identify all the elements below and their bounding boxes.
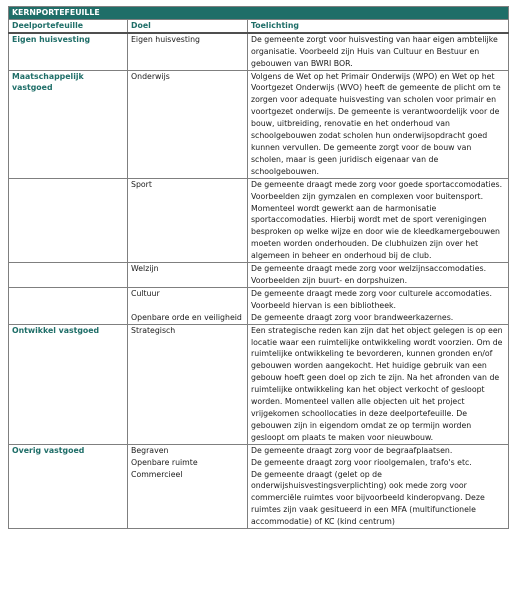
portfolio-cell: Ontwikkel vastgoed <box>9 324 128 444</box>
goal-cell: Sport <box>128 178 248 262</box>
portfolio-cell <box>9 287 128 324</box>
goal-cell: Strategisch <box>128 324 248 444</box>
table-row <box>9 263 509 288</box>
explanation-line: De gemeente draagt zorg voor rioolgemalen, trafo's etc. <box>251 457 472 467</box>
document <box>8 6 508 529</box>
header-goal: Doel <box>128 19 248 32</box>
goal-line: Begraven <box>131 445 169 455</box>
goal-cell: Onderwijs <box>128 70 248 178</box>
portfolio-cell <box>9 263 128 288</box>
explanation-line: De gemeente draagt zorg voor brandweerkazernes. <box>251 312 454 322</box>
explanation-line: De gemeente draagt zorg voor de begraafplaatsen. <box>251 445 453 455</box>
goal-cell: Eigen huisvesting <box>128 33 248 70</box>
table-row <box>9 33 509 70</box>
table-title: KERNPORTEFEUILLE <box>9 7 509 20</box>
portfolio-cell: Eigen huisvesting <box>9 33 128 70</box>
explanation-cell <box>248 444 509 528</box>
portfolio-cell: Maatschappelijk vastgoed <box>9 70 128 178</box>
table-row <box>9 324 509 444</box>
goal-line: Commercieel <box>131 469 183 479</box>
explanation-cell: Volgens de Wet op het Primair Onderwijs (WPO) en Wet op het Voortgezet Onderwijs (WVO) heeft de gemeente de plicht om te zorgen voor adequate huisvesting van scholen voor primair en voortgezet onderwijs. De gemeente is verantwoordelijk voor de bouw, uitbreiding, renovatie en het onderhoud van schoolgebouwen zodat scholen hun onderwijsopdracht goed kunnen vervullen. De gemeente zorgt voor de bouw van scholen, maar is geen juridisch eigenaar van de schoolgebouwen. <box>248 70 509 178</box>
table-row <box>9 70 509 178</box>
portfolio-cell: Overig vastgoed <box>9 444 128 528</box>
goal-line: Cultuur <box>131 288 160 298</box>
explanation-cell <box>248 287 509 324</box>
table-row <box>9 444 509 528</box>
table-header-row <box>9 19 509 32</box>
portfolio-table <box>8 6 509 529</box>
table-row <box>9 178 509 262</box>
explanation-cell: De gemeente zorgt voor huisvesting van haar eigen ambtelijke organisatie. Voorbeeld zijn Huis van Cultuur en Bestuur en gebouwen van BWRI BOR. <box>248 33 509 70</box>
goal-cell <box>128 287 248 324</box>
goal-cell <box>128 444 248 528</box>
explanation-cell: Een strategische reden kan zijn dat het object gelegen is op een locatie waar een ruimtelijke ontwikkeling wordt voorzien. Om de ruimtelijke ontwikkeling te bevorderen, kunnen gronden en/of gebouwen worden aangekocht. Het huidige gebruik van een gebouw hoeft geen doel op zich te zijn. Na het afronden van de ruimtelijke ontwikkeling kan het object verkocht of gesloopt worden. Momenteel vallen alle objecten uit het project vrijgekomen schoollocaties in deze deelportefeuille. De gebouwen zijn in eigendom omdat ze op termijn worden gesloopt om plaats te maken voor nieuwbouw. <box>248 324 509 444</box>
table-title-row <box>9 7 509 20</box>
explanation-cell: De gemeente draagt mede zorg voor welzijnsaccomodaties. Voorbeelden zijn buurt- en dorpshuizen. <box>248 263 509 288</box>
header-portfolio: Deelportefeuille <box>9 19 128 32</box>
explanation-line: De gemeente draagt (gelet op de onderwijshuisvestingsverplichting) ook mede zorg voor commerciële ruimtes voor bijvoorbeeld kinderopvang. Deze ruimtes zijn vaak gesitueerd in een MFA (multifunctionele accommodatie) of KC (kind centrum) <box>251 469 485 527</box>
explanation-cell: De gemeente draagt mede zorg voor goede sportaccomodaties. Voorbeelden zijn gymzalen en complexen voor buitensport. Momenteel wordt gewerkt aan de harmonisatie sportaccomodaties. Hierbij wordt met de sport verenigingen besproken op welke wijze en door wie de kleedkamergebouwen moeten worden onderhouden. De clubhuizen zijn over het algemeen in beheer en onderhoud bij de club. <box>248 178 509 262</box>
explanation-line: De gemeente draagt mede zorg voor culturele accomodaties. Voorbeeld hiervan is een bibliotheek. <box>251 288 492 310</box>
portfolio-cell <box>9 178 128 262</box>
header-explanation: Toelichting <box>248 19 509 32</box>
goal-line: Openbare ruimte <box>131 457 198 467</box>
table-row <box>9 287 509 324</box>
goal-line: Openbare orde en veiligheid <box>131 312 242 322</box>
goal-cell: Welzijn <box>128 263 248 288</box>
